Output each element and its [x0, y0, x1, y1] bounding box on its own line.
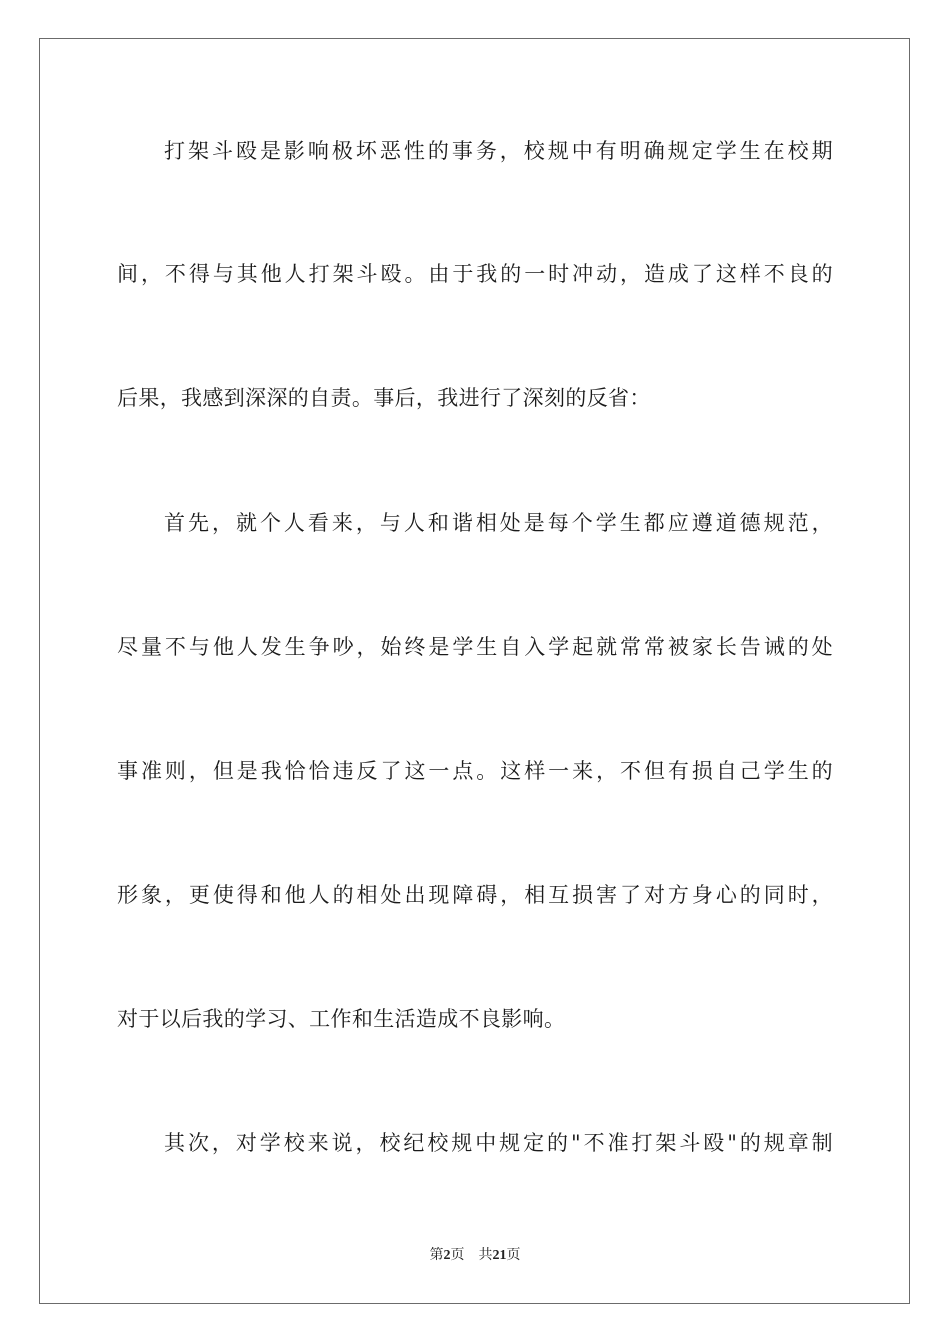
- paragraph-1-line-1: 打架斗殴是影响极坏恶性的事务，校规中有明确规定学生在校期: [164, 139, 833, 163]
- paragraph-1-line-2: 间，不得与其他人打架斗殴。由于我的一时冲动，造成了这样不良的: [117, 262, 833, 286]
- paragraph-2-line-2: 尽量不与他人发生争吵，始终是学生自入学起就常常被家长告诫的处: [117, 635, 833, 659]
- total-suffix: 页: [506, 1248, 521, 1263]
- paragraph-2-line-3: 事准则，但是我恰恰违反了这一点。这样一来，不但有损自己学生的: [117, 759, 833, 783]
- page-prefix: 第: [429, 1248, 444, 1263]
- page-footer: [0, 1247, 950, 1265]
- total-page-count: 21: [492, 1248, 507, 1263]
- page-suffix: 页: [450, 1248, 465, 1263]
- paragraph-2-line-5: 对于以后我的学习、工作和生活造成不良影响。: [117, 1007, 566, 1031]
- paragraph-1-line-3: 后果，我感到深深的自责。事后，我进行了深刻的反省：: [117, 386, 651, 410]
- paragraph-3-line-1: 其次，对学校来说，校纪校规中规定的"不准打架斗殴"的规章制: [164, 1131, 833, 1155]
- page-border: [39, 38, 910, 1304]
- current-page-number: 2: [443, 1248, 451, 1263]
- total-prefix: 共: [478, 1248, 493, 1263]
- paragraph-2-line-4: 形象，更使得和他人的相处出现障碍，相互损害了对方身心的同时，: [117, 883, 833, 907]
- paragraph-2-line-1: 首先，就个人看来，与人和谐相处是每个学生都应遵道德规范，: [164, 511, 833, 535]
